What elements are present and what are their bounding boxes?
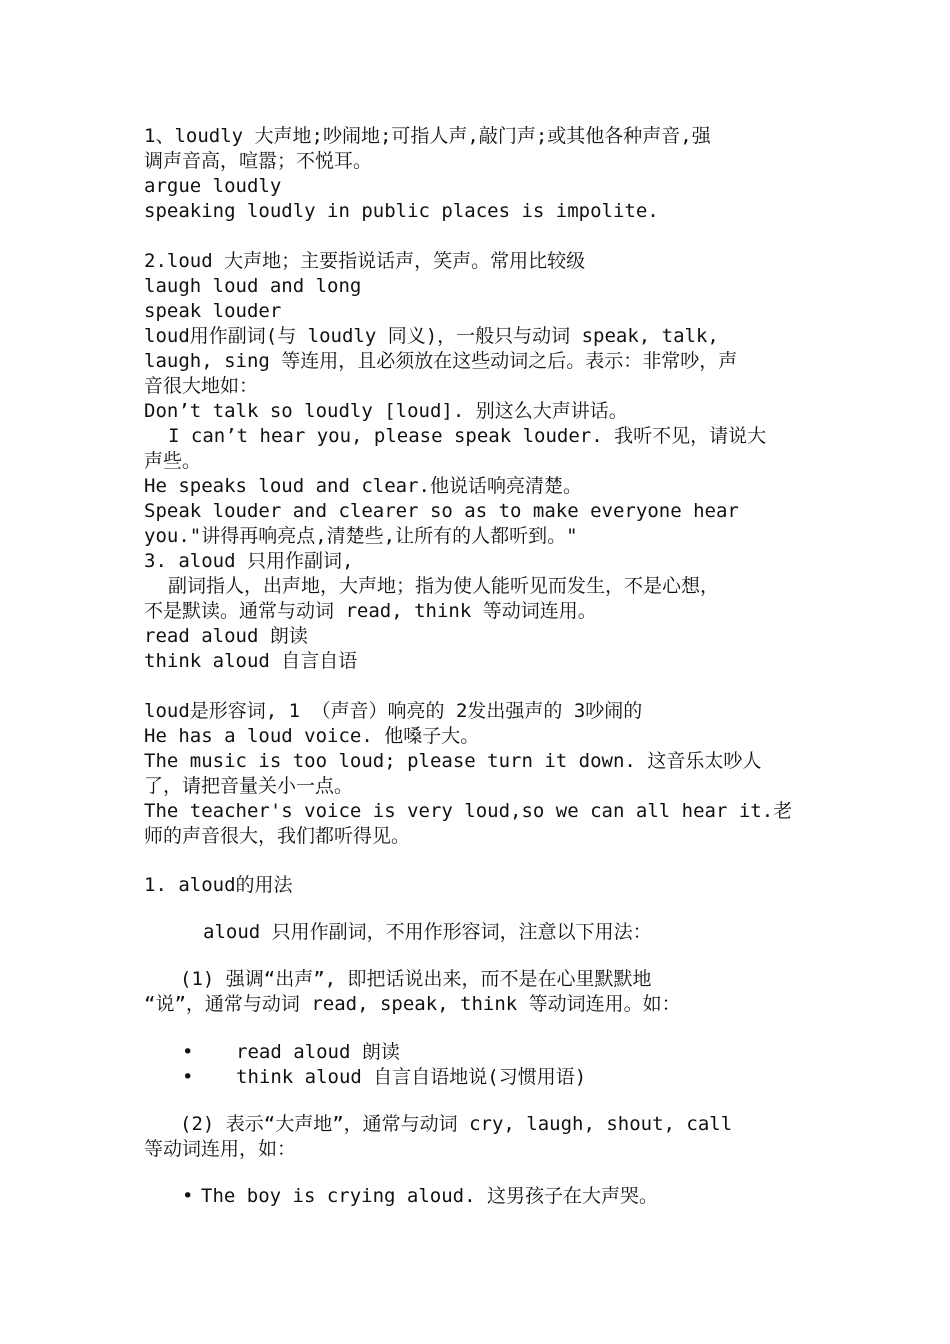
text-line: argue loudly <box>144 175 282 197</box>
text-line: speaking loudly in public places is impolite. <box>144 200 659 222</box>
text-line: 1、loudly 大声地;吵闹地;可指人声,敲门声;或其他各种声音,强 <box>144 125 711 147</box>
text-line: (1) 强调“出声”, 即把话说出来，而不是在心里默默地 <box>180 968 652 990</box>
text-line: 等动词连用，如： <box>144 1138 297 1160</box>
text-line: 副词指人，出声地，大声地；指为使人能听见而发生，不是心想， <box>168 575 720 597</box>
text-line: you."讲得再响亮点,清楚些,让所有的人都听到。" <box>144 525 578 547</box>
text-line: 2.loud 大声地；主要指说话声，笑声。常用比较级 <box>144 250 586 272</box>
text-line: 3. aloud 只用作副词, <box>144 550 354 572</box>
text-line: 师的声音很大，我们都听得见。 <box>144 825 411 847</box>
text-line: 声些。 <box>144 450 202 472</box>
section-heading: 1. aloud的用法 <box>144 874 293 896</box>
list-item: read aloud 朗读 <box>236 1041 400 1063</box>
text-line: The teacher's voice is very loud,so we can all hear it.老 <box>144 800 793 822</box>
text-line: 了，请把音量关小一点。 <box>144 775 354 797</box>
text-line: I can’t hear you, please speak louder. 我听不见，请说大 <box>168 425 767 447</box>
list-item: The boy is crying aloud. 这男孩子在大声哭。 <box>201 1185 658 1207</box>
text-line: He speaks loud and clear.他说话响亮清楚。 <box>144 475 582 497</box>
text-line: 调声音高，喧嚣；不悦耳。 <box>144 150 373 172</box>
text-line: The music is too loud; please turn it down. 这音乐太吵人 <box>144 750 762 772</box>
text-line: “说”，通常与动词 read, speak, think 等动词连用。如： <box>144 993 681 1015</box>
text-line: laugh, sing 等连用，且必须放在这些动词之后。表示：非常吵，声 <box>144 350 738 372</box>
text-line: Don’t talk so loudly [loud]. 别这么大声讲话。 <box>144 400 628 422</box>
list-item: think aloud 自言自语地说(习惯用语) <box>236 1066 587 1088</box>
text-line: 不是默读。通常与动词 read, think 等动词连用。 <box>144 600 597 622</box>
text-line: loud用作副词(与 loudly 同义)，一般只与动词 speak, talk, <box>144 325 719 347</box>
text-line: aloud 只用作副词，不用作形容词，注意以下用法： <box>203 921 652 943</box>
bullet-icon: • <box>182 1041 194 1063</box>
bullet-icon: • <box>182 1066 194 1088</box>
text-line: 音很大地如： <box>144 375 259 397</box>
text-line: loud是形容词, 1 （声音）响亮的 2发出强声的 3吵闹的 <box>144 700 643 722</box>
text-line: laugh loud and long <box>144 275 362 297</box>
text-line: Speak louder and clearer so as to make everyone hear <box>144 500 739 522</box>
text-line: (2) 表示“大声地”，通常与动词 cry, laugh, shout, call <box>180 1113 733 1135</box>
text-line: He has a loud voice. 他嗓子大。 <box>144 725 480 747</box>
text-line: read aloud 朗读 <box>144 625 308 647</box>
text-line: think aloud 自言自语 <box>144 650 358 672</box>
bullet-icon: • <box>182 1185 194 1207</box>
text-line: speak louder <box>144 300 282 322</box>
